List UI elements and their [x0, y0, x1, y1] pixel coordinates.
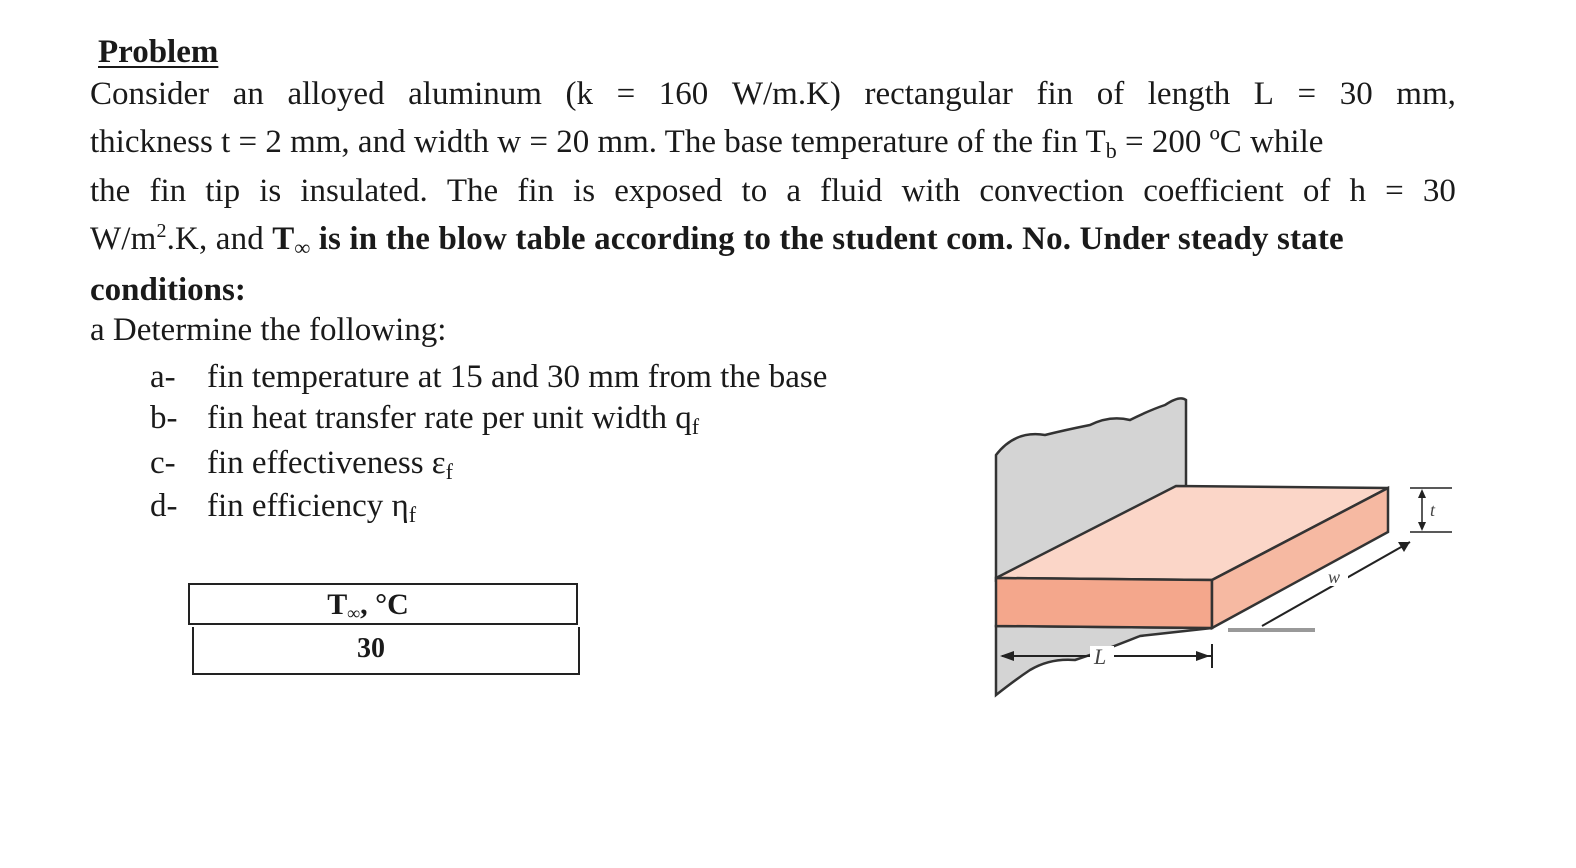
statement-word: is [573, 173, 596, 209]
list-item: b- fin heat transfer rate per unit width qf [150, 400, 700, 439]
statement-word: = [1385, 173, 1404, 209]
statement-word: 30 [1339, 76, 1373, 112]
w-label: w [1328, 567, 1341, 587]
statement-word: h [1349, 173, 1366, 209]
statement-word: of [1302, 173, 1331, 209]
list-item: c- fin effectiveness εf [150, 445, 453, 484]
L-label: L [1094, 644, 1107, 669]
statement-word: = [616, 76, 636, 112]
statement-line-5: conditions: [90, 272, 246, 308]
statement-line-2: thickness t = 2 mm, and width w = 20 mm. The base temperature of the fin Tb = 200 ºC while [90, 123, 1324, 163]
statement-word: a [786, 173, 801, 209]
statement-word: fin [149, 173, 187, 209]
statement-word: fin [1036, 76, 1074, 112]
statement-word: mm, [1396, 76, 1456, 112]
problem-statement [90, 71, 1456, 315]
statement-word: alloyed [287, 76, 385, 112]
statement-word: an [232, 76, 264, 112]
t-arrow-top [1418, 489, 1426, 498]
table-header: T∞, °C [188, 583, 578, 625]
statement-word: coefficient [1143, 173, 1284, 209]
t-label: t [1430, 500, 1436, 520]
L-arrow-right [1196, 651, 1210, 661]
statement-word: W/m.K) [731, 76, 841, 112]
statement-line-4: $W/m^2.K$, and T∞ is in the blow table according to the student com. No. Under steady state [90, 219, 1344, 260]
statement-word: fin [517, 173, 554, 209]
statement-word: = [1297, 76, 1317, 112]
statement-word: the [90, 173, 131, 209]
list-item: d- fin efficiency ηf [150, 488, 417, 527]
statement-word: length [1147, 76, 1231, 112]
statement-word: L [1253, 76, 1274, 112]
statement-word: to [741, 173, 768, 209]
statement-word: The [446, 173, 499, 209]
statement-word: rectangular [864, 76, 1013, 112]
statement-word: convection [979, 173, 1125, 209]
problem-title: Problem [98, 34, 219, 70]
fin-diagram [990, 390, 1460, 710]
statement-word: insulated. [300, 173, 428, 209]
determine-intro: a Determine the following: [90, 312, 447, 348]
statement-line-3 [90, 168, 1456, 216]
list-item: a- fin temperature at 15 and 30 mm from the base [150, 359, 828, 395]
statement-word: tip [205, 173, 241, 209]
statement-word: exposed [614, 173, 723, 209]
statement-word: Consider [90, 76, 210, 112]
table-value-cell: 30 [192, 627, 580, 675]
statement-line-1 [90, 71, 1456, 119]
statement-word: with [901, 173, 961, 209]
statement-word: fluid [820, 173, 883, 209]
fin-front-face [996, 578, 1212, 628]
statement-word: of [1096, 76, 1125, 112]
statement-word: is [259, 173, 282, 209]
statement-word: 160 [658, 76, 709, 112]
statement-word: 30 [1422, 173, 1456, 209]
statement-word: (k [565, 76, 594, 112]
t-arrow-bottom [1418, 522, 1426, 531]
statement-word: aluminum [408, 76, 542, 112]
